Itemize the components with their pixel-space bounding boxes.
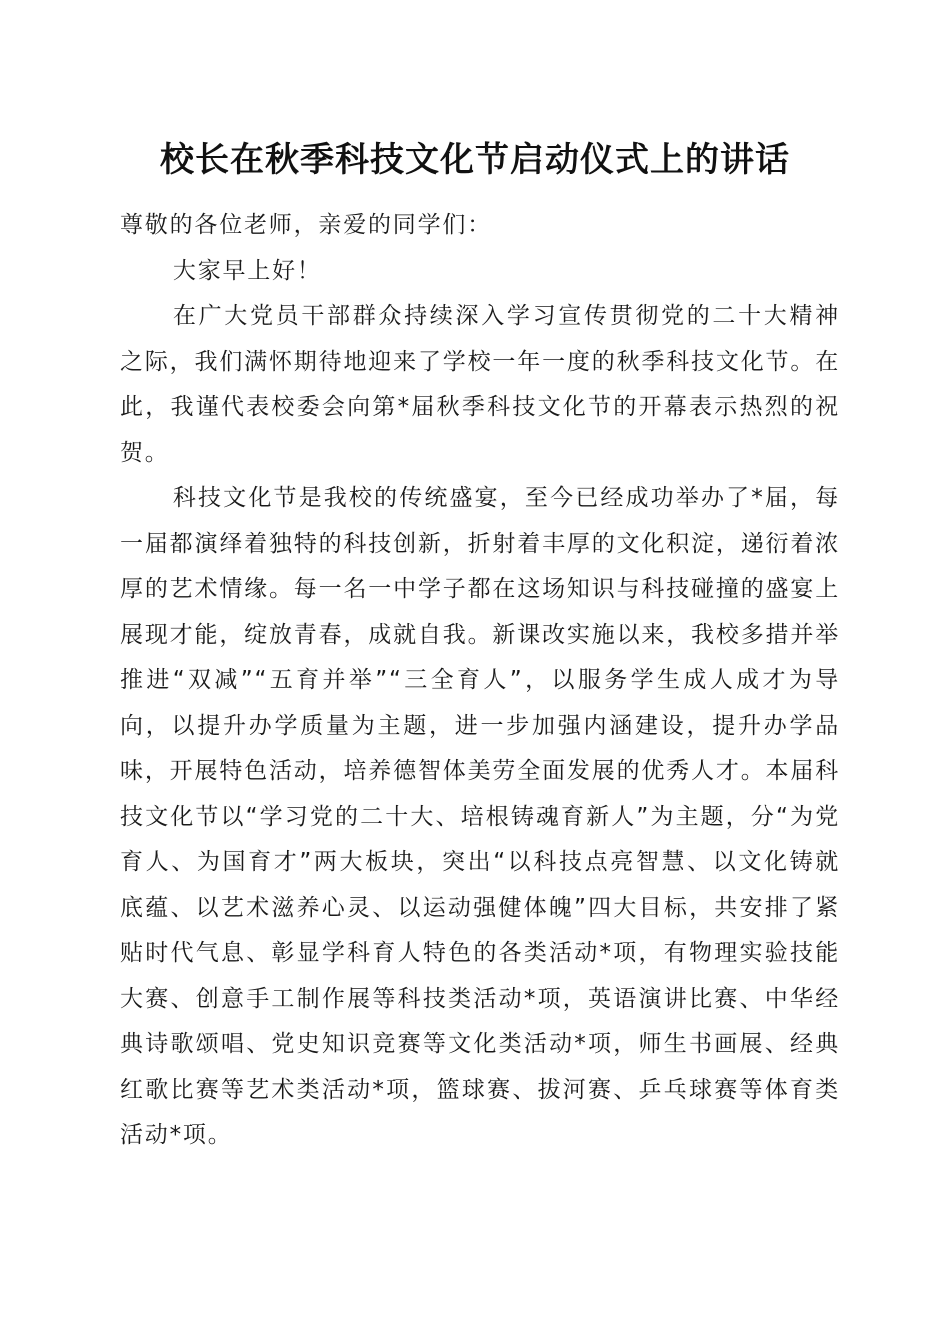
paragraph: 科技文化节是我校的传统盛宴，至今已经成功举办了*届，每一届都演绎着独特的科技创新，折射着丰厚的文化积淀，递衍着浓厚的艺术情缘。每一名一中学子都在这场知识与科技碰撞的盛宴上展现才能，绽放青春，成就自我。新课改实施以来，我校多措并举推进“双减”“五育并举”“三全育人”，以服务学生成人成才为导向，以提升办学质量为主题，进一步加强内涵建设，提升办学品味，开展特色活动，培养德智体美劳全面发展的优秀人才。本届科技文化节以“学习党的二十大、培根铸魂育新人”为主题，分“为党育人、为国育才”两大板块，突出“以科技点亮智慧、以文化铸就底蕴、以艺术滋养心灵、以运动强健体魄”四大目标，共安排了紧贴时代气息、彰显学科育人特色的各类活动*项，有物理实验技能大赛、创意手工制作展等科技类活动*项，英语演讲比赛、中华经典诗歌颂唱、党史知识竞赛等文化类活动*项，师生书画展、经典红歌比赛等艺术类活动*项，篮球赛、拔河赛、乒乓球赛等体育类活动*项。 [120, 485, 840, 1148]
document-title: 校长在秋季科技文化节启动仪式上的讲话 [160, 140, 790, 180]
salutation: 尊敬的各位老师，亲爱的同学们： [120, 212, 492, 238]
paragraph: 在广大党员干部群众持续深入学习宣传贯彻党的二十大精神之际，我们满怀期待地迎来了学校一年一度的秋季科技文化节。在此，我谨代表校委会向第*届秋季科技文化节的开幕表示热烈的祝贺。 [120, 303, 840, 466]
document-body [120, 203, 840, 1159]
greeting: 大家早上好！ [172, 257, 322, 284]
